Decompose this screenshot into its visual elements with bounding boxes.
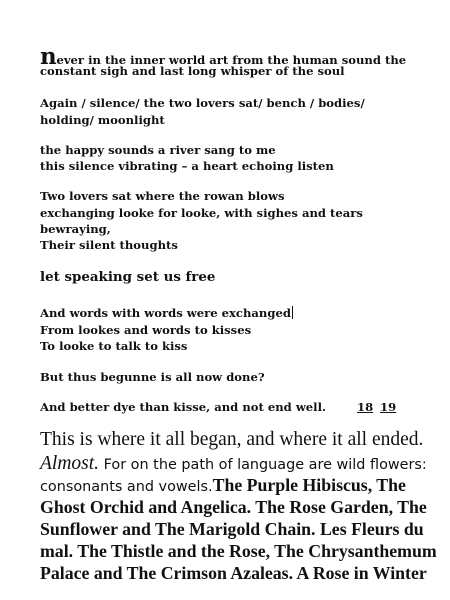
poem-line: And better dye than kisse, and not end well. [40,400,327,414]
poem-line: But thus begunne is all now done? [40,370,265,384]
poem-line: To looke to talk to kiss [40,339,188,353]
poem-line: never in the inner world art from the human sound the [40,43,407,70]
poem-line: Again / silence/ the two lovers sat/ bench / bodies/ [40,96,365,110]
prose-line: Palace and The Crimson Azaleas. A Rose in Winter [40,563,427,583]
prose-line: consonants and vowels.The Purple Hibiscus, The [40,475,406,495]
page-number-link[interactable]: 19 [380,400,397,414]
poem-line: holding/ moonlight [40,113,165,127]
prose-line: Ghost Orchid and Angelica. The Rose Garden, The [40,497,427,517]
prose-line: Sunflower and The Marigold Chain. Les Fleurs du [40,519,424,539]
poem-line: bewraying, [40,222,111,236]
poem-line: this silence vibrating – a heart echoing listen [40,159,334,173]
poem-line: let speaking set us free [40,269,216,285]
prose-line: This is where it all began, and where it all ended. [40,429,424,450]
prose-line: mal. The Thistle and the Rose, The Chrysanthemum [40,541,437,561]
page-number-link[interactable]: 18 [357,400,374,414]
poem-line: Two lovers sat where the rowan blows [40,189,285,203]
poem-line: And words with words were exchanged [40,306,291,320]
prose-line: Almost. For on the path of language are wild flowers: [40,453,427,474]
poem-line: Their silent thoughts [40,238,178,252]
drop-letter: n [40,43,57,70]
poem-line: the happy sounds a river sang to me [40,143,276,157]
poem-line: From lookes and words to kisses [40,323,252,337]
poem-line: constant sigh and last long whisper of the soul [40,64,345,78]
poem-line: exchanging looke for looke, with sighes and tears [40,206,363,220]
text-cursor [292,306,293,319]
